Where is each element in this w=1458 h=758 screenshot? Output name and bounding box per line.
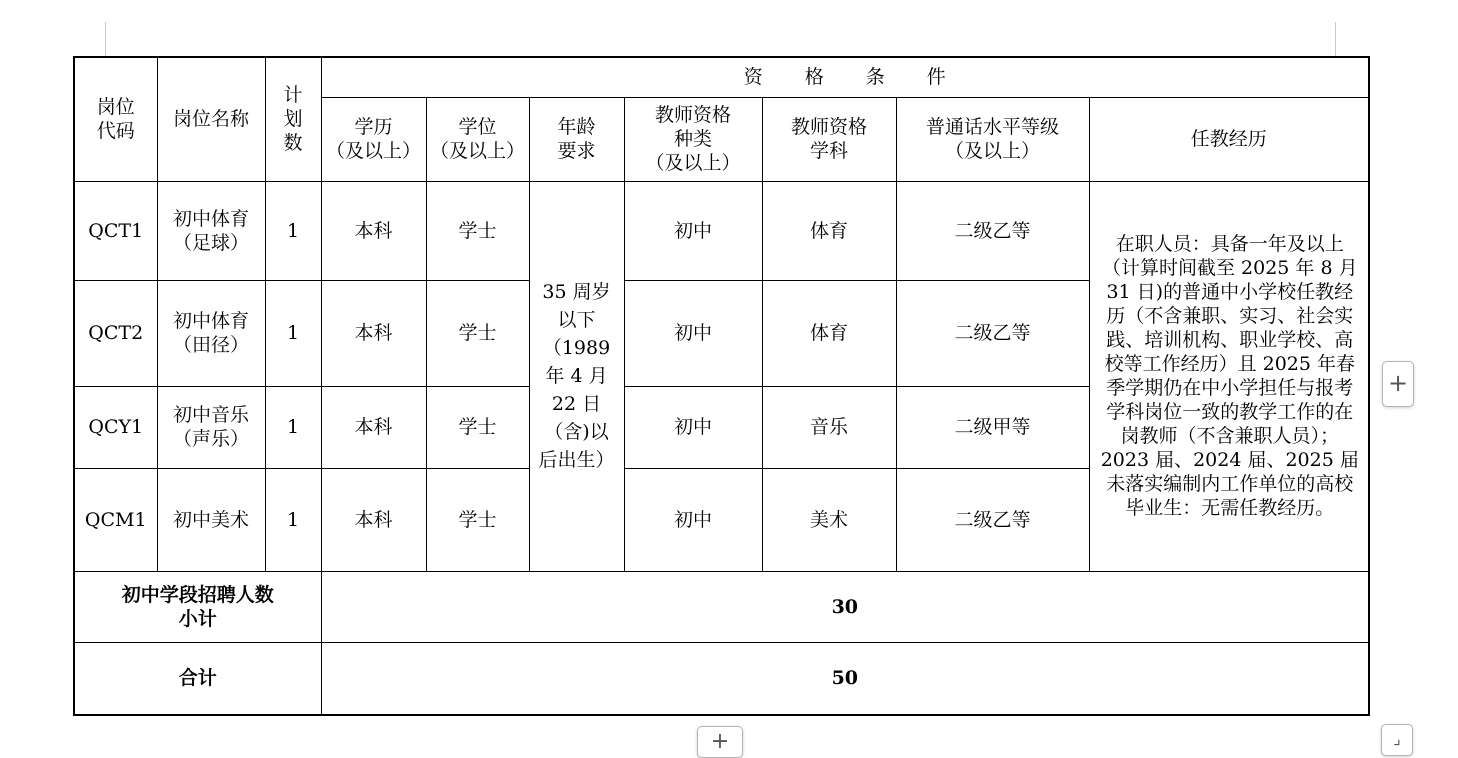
row-degree: 学士 <box>426 181 529 280</box>
total-row <box>74 642 1369 715</box>
row-name: 初中体育 （田径） <box>157 280 265 386</box>
header-mandarin: 普通话水平等级 （及以上） <box>896 97 1089 181</box>
row-education: 本科 <box>321 386 426 468</box>
row-plan: 1 <box>265 181 321 280</box>
subtotal-value: 30 <box>321 571 1369 642</box>
header-row-1 <box>74 57 1369 97</box>
row-degree: 学士 <box>426 280 529 386</box>
row-cert-type: 初中 <box>624 468 762 571</box>
row-cert-subject: 体育 <box>762 280 896 386</box>
plus-icon: + <box>710 729 730 754</box>
row-cert-subject: 体育 <box>762 181 896 280</box>
header-degree: 学位 （及以上） <box>426 97 529 181</box>
row-cert-subject: 美术 <box>762 468 896 571</box>
row-name: 初中体育 （足球） <box>157 181 265 280</box>
row-code: QCY1 <box>74 386 157 468</box>
experience-part-2: 2023 届、2024 届、2025 届未落实编制内工作单位的高校毕业生：无需任教经历。 <box>1100 449 1359 519</box>
header-education: 学历 （及以上） <box>321 97 426 181</box>
plus-icon: + <box>1387 369 1409 397</box>
table-resize-handle[interactable] <box>1381 724 1413 756</box>
row-mandarin: 二级乙等 <box>896 468 1089 571</box>
header-qualifications: 资格条件 <box>321 57 1369 97</box>
row-cert-type: 初中 <box>624 181 762 280</box>
row-code: QCM1 <box>74 468 157 571</box>
add-row-button[interactable] <box>697 726 743 758</box>
row-code: QCT1 <box>74 181 157 280</box>
header-age: 年龄 要求 <box>529 97 624 181</box>
row-cert-type: 初中 <box>624 280 762 386</box>
row-name: 初中美术 <box>157 468 265 571</box>
row-education: 本科 <box>321 468 426 571</box>
experience-text <box>1089 181 1369 571</box>
row-education: 本科 <box>321 181 426 280</box>
row-cert-type: 初中 <box>624 386 762 468</box>
header-cert-type: 教师资格 种类 （及以上） <box>624 97 762 181</box>
age-requirement: 35 周岁 以下 （1989 年 4 月 22 日 （含)以 后出生） <box>529 181 624 571</box>
page-margin-mark-right <box>1335 22 1336 56</box>
page-margin-mark-left <box>105 22 106 56</box>
header-cert-subject: 教师资格 学科 <box>762 97 896 181</box>
row-name: 初中音乐 （声乐） <box>157 386 265 468</box>
header-code: 岗位 代码 <box>74 57 157 181</box>
row-education: 本科 <box>321 280 426 386</box>
row-degree: 学士 <box>426 468 529 571</box>
recruitment-table <box>73 56 1370 716</box>
row-code: QCT2 <box>74 280 157 386</box>
row-degree: 学士 <box>426 386 529 468</box>
row-plan: 1 <box>265 280 321 386</box>
row-plan: 1 <box>265 386 321 468</box>
total-label: 合计 <box>74 642 321 715</box>
header-experience: 任教经历 <box>1089 97 1369 181</box>
row-mandarin: 二级甲等 <box>896 386 1089 468</box>
row-cert-subject: 音乐 <box>762 386 896 468</box>
experience-part-1: 在职人员：具备一年及以上（计算时间截至 2025 年 8 月 31 日)的普通中小学校任教经历（不含兼职、实习、社会实践、培训机构、职业学校、高校等工作经历）且 2025 年春季学期仍在中小学担任与报考学科岗位一致的教学工作的在岗教师（不含兼职人员）； <box>1101 233 1358 447</box>
total-value: 50 <box>321 642 1369 715</box>
row-mandarin: 二级乙等 <box>896 280 1089 386</box>
subtotal-label: 初中学段招聘人数 小计 <box>74 571 321 642</box>
row-plan: 1 <box>265 468 321 571</box>
table-row <box>74 181 1369 280</box>
subtotal-row <box>74 571 1369 642</box>
resize-handle-icon: ⌟ <box>1393 729 1401 748</box>
add-column-button[interactable] <box>1382 361 1414 407</box>
row-mandarin: 二级乙等 <box>896 181 1089 280</box>
header-plan: 计 划 数 <box>265 57 321 181</box>
header-name: 岗位名称 <box>157 57 265 181</box>
